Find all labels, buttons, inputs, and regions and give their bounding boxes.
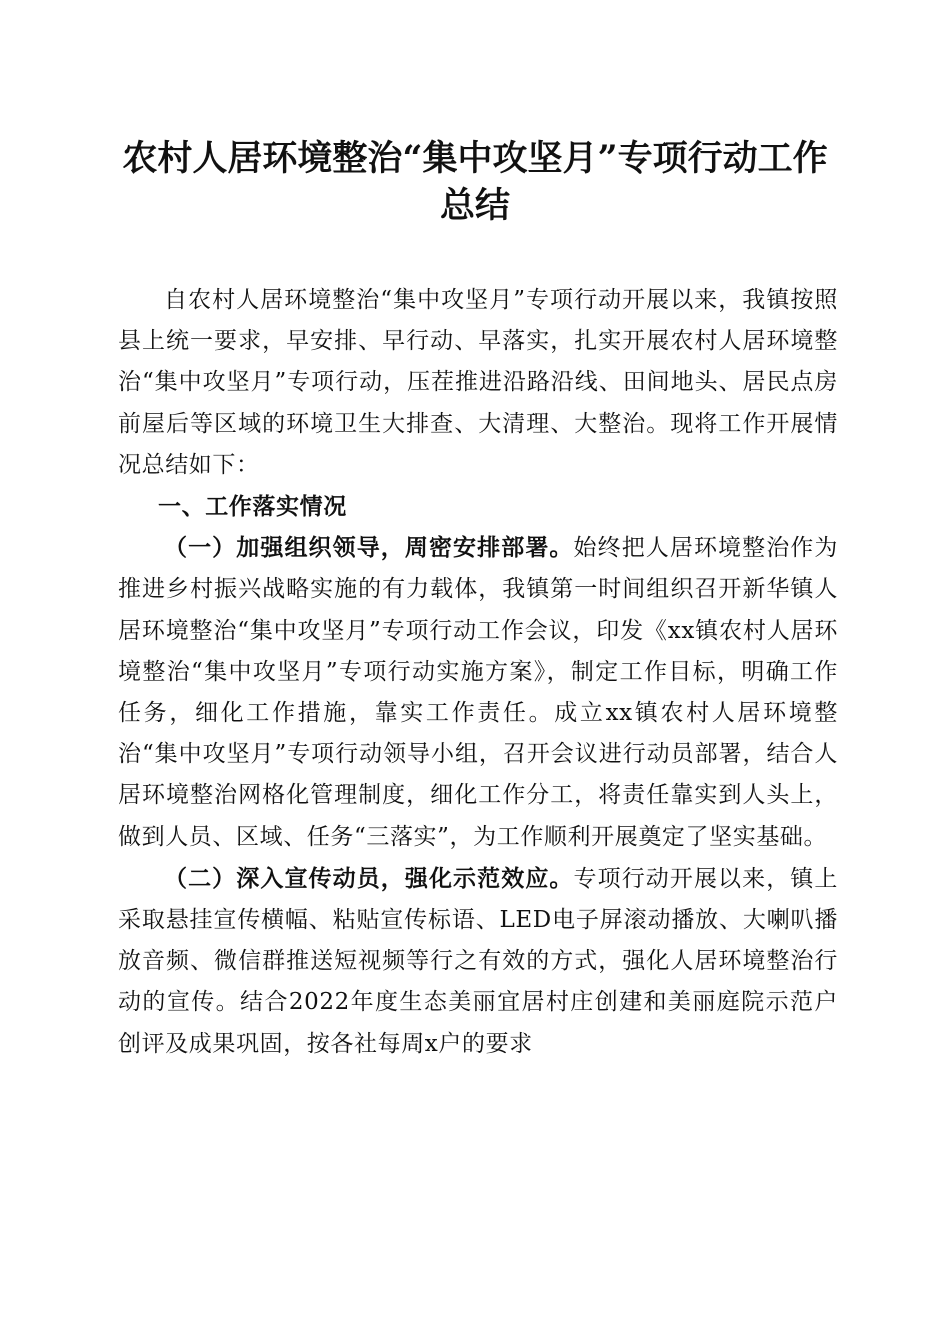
item-2-text: 专项行动开展以来，镇上采取悬挂宣传横幅、粘贴宣传标语、LED电子屏滚动播放、大喇叭播放音频、微信群推送短视频等行之有效的方式，强化人居环境整治行动的宣传。结合2022年度生态美丽宜居村庄创建和美丽庭院示范户创评及成果巩固，按各社每周x户的要求: [118, 865, 838, 1057]
section-heading: 一、工作落实情况: [158, 493, 347, 521]
paragraph-item-2: [118, 858, 838, 1065]
item-1-text: 始终把人居环境整治作为推进乡村振兴战略实施的有力载体，我镇第一时间组织召开新华镇人居环境整治“集中攻坚月”专项行动工作会议，印发《xx镇农村人居环境整治“集中攻坚月”专项行动实施方案》，制定工作目标，明确工作任务，细化工作措施，靠实工作责任。成立xx镇农村人居环境整治“集中攻坚月”专项行动领导小组，召开会议进行动员部署，结合人居环境整治网格化管理制度，细化工作分工，将责任靠实到人头上，做到人员、区域、任务“三落实”，为工作顺利开展奠定了坚实基础。: [118, 535, 838, 850]
document-body: [118, 280, 838, 1065]
paragraph-item-1: [118, 527, 838, 858]
item-2-title: （二）深入宣传动员，强化示范效应。: [164, 864, 574, 892]
intro-paragraph: 自农村人居环境整治“集中攻坚月”专项行动开展以来，我镇按照县上统一要求，早安排、早行动、早落实，扎实开展农村人居环境整治“集中攻坚月”专项行动，压茬推进沿路沿线、田间地头、居民点房前屋后等区域的环境卫生大排查、大清理、大整治。现将工作开展情况总结如下：: [118, 287, 838, 478]
item-1-title: （一）加强组织领导，周密安排部署。: [164, 534, 574, 562]
document-title: 农村人居环境整治“集中攻坚月”专项行动工作总结: [122, 138, 828, 226]
